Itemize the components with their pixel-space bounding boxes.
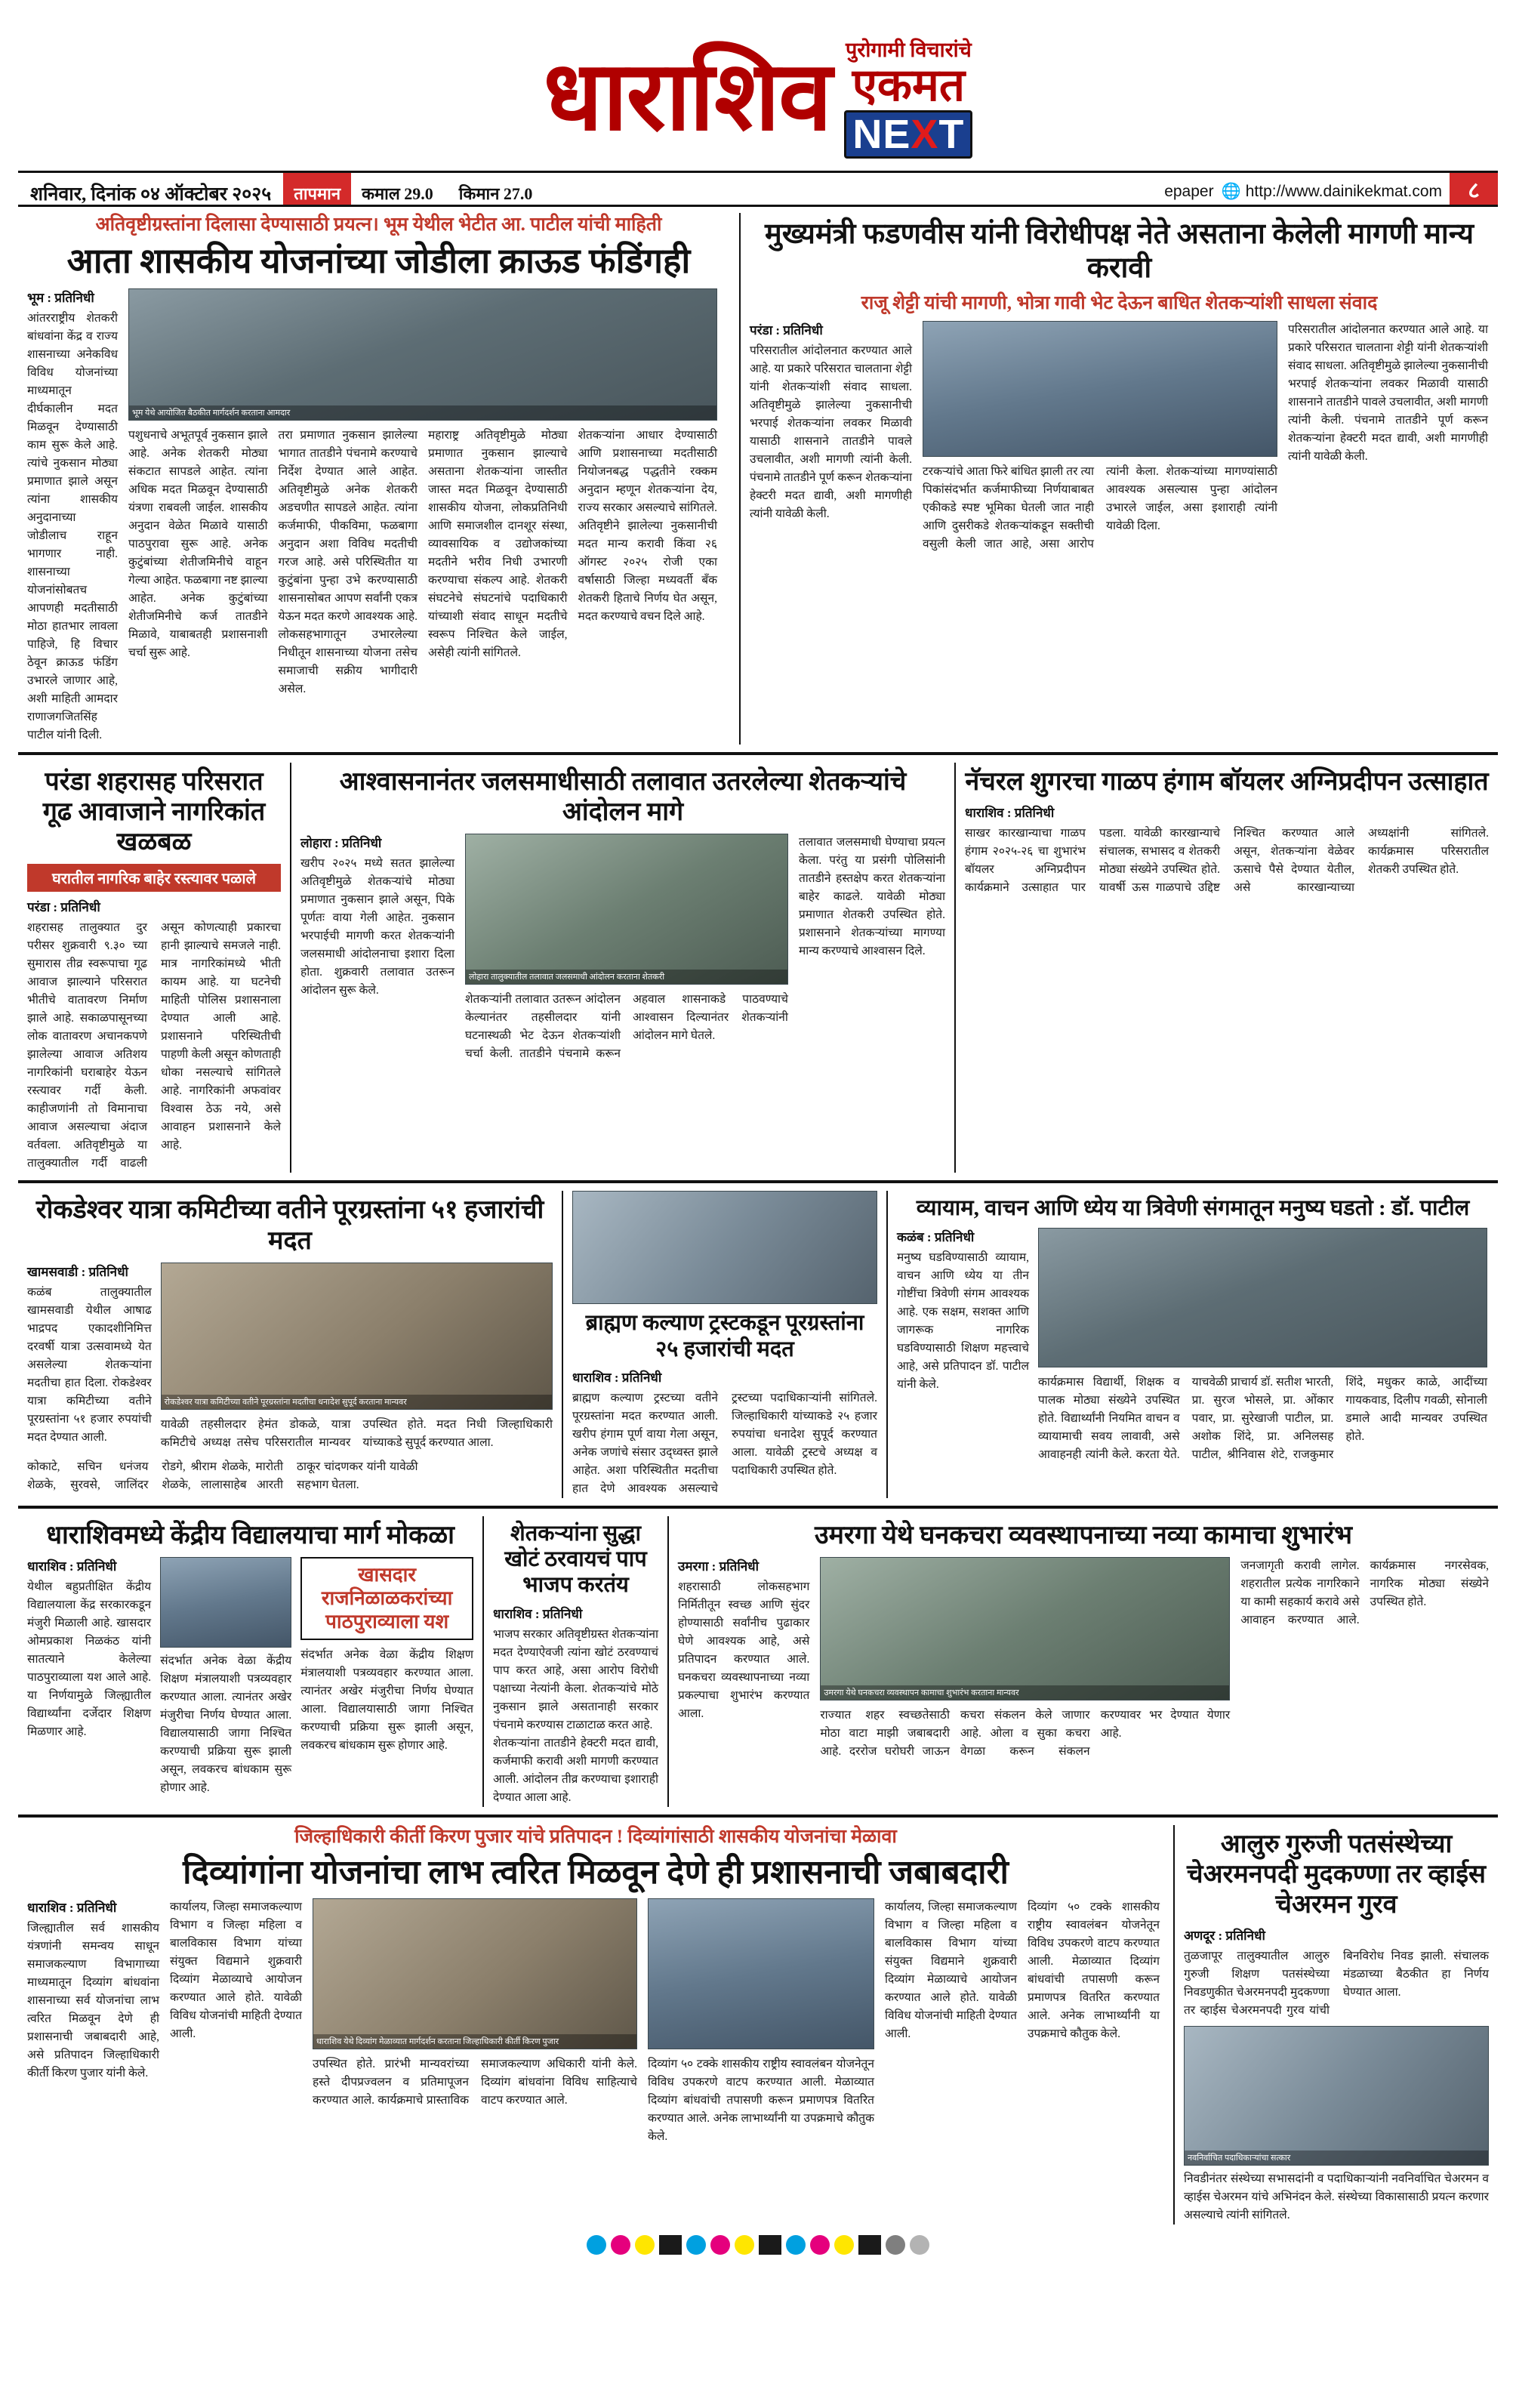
lead-story-left	[18, 213, 739, 745]
bottom-left-photo-1	[313, 1898, 637, 2049]
news9-byline: धाराशिव : प्रतिनिधी	[27, 1559, 117, 1574]
bottom-left-col2: कार्यालय, जिल्हा समाजकल्याण विभाग व जिल्हा महिला व बालविकास विभाग यांच्या संयुक्त विद्यमाने शुक्रवारी दिव्यांग मेळाव्याचे आयोजन करण्यात आले होते. यावेळी विविध योजनांची माहिती देण्यात आली.	[170, 1900, 302, 2041]
row-2	[18, 763, 1498, 1173]
news4-byline: लोहारा : प्रतिनिधी	[300, 836, 382, 851]
news9-col1: येथील बहुप्रतीक्षित केंद्रीय विद्यालयाला केंद्र सरकारकडून मंजुरी मिळाली आहे. खासदार ओमप्रकाश निळकंठ यांनी सातत्याने केलेल्या पाठपुराव्याला यश आले आहे. या निर्णयामुळे जिल्ह्यातील विद्यार्थ्यांना दर्जेदार शिक्षण मिळणार आहे.	[27, 1580, 152, 1739]
lead-right-col2: टरकऱ्यांचे आता फिरे बांधित झाली तर त्या पिकांसंदर्भात कर्जमाफीच्या निर्णयाबाबत एकीकडे स्पष्ट भूमिका घेतली जात नाही आणि दुसरीकडे शेतकऱ्यांकडून सक्तीची वसुली केली जात आहे, असा आरोप त्यांनी केला. शेतकऱ्यांच्या मागण्यांसाठी आवश्यक असल्यास पुन्हा आंदोलन उभारले जाईल, असा इशाराही त्यांनी यावेळी दिला.	[923, 464, 1277, 550]
next-logo	[844, 110, 972, 159]
date-bar	[18, 171, 1498, 207]
story-natural-sugar	[954, 763, 1498, 1173]
bottom-left-photo-caption: धाराशिव येथे दिव्यांग मेळाव्यात मार्गदर्शन करताना जिल्हाधिकारी कीर्ती किरण पुजार	[313, 2034, 636, 2049]
color-registration-mark	[886, 2235, 905, 2255]
lead-left-col2: पशुधनाचे अभूतपूर्व नुकसान झाले आहे. अनेक शेतकरी मोठ्या संकटात सापडले आहेत. त्यांना अधिक मदत मिळवून देण्यासाठी यंत्रणा राबवली जाईल. शासकीय अनुदान वेळेत मिळावे यासाठी पाठपुरावा सुरू आहे. अनेक कुटुंबांच्या शेतीजमिनीचे वाहून गेल्या आहेत. फळबागा नष्ट झाल्या आहेत. अनेक कुटुंबांच्या शेतीजमिनीचे कर्ज तातडीने मिळावे, याबाबतही प्रशासनाशी चर्चा सुरू आहे.	[128, 428, 268, 659]
news8-col2: कार्यक्रमास विद्यार्थी, शिक्षक व पालक मोठ्या संख्येने उपस्थित होते. विद्यार्थ्यांनी नियमित वाचन व व्यायामाची सवय लावावी, असे आवाहनही त्यांनी केले.	[1038, 1375, 1180, 1461]
lead-left-kicker: अतिवृष्टीग्रस्तांना दिलासा देण्यासाठी प्रयत्न। भूम येथील भेटीत आ. पाटील यांची माहिती	[95, 214, 662, 235]
news10-col2: शेतकऱ्यांना तातडीने हेक्टरी मदत द्यावी, कर्जमाफी करावी अशी मागणी करण्यात आली. आंदोलन तीव्र करण्याचा इशाराही देण्यात आला आहे.	[493, 1736, 658, 1804]
news6-names: कोकाटे, सचिन धनंजय शेळके, सुरवसे, जालिंदर रोडगे, श्रीराम शेळके, मारोती शेळके, लालासाहेब आरती ठाकूर चांदणकर यांनी यावेळी सहभाग घेतला.	[27, 1460, 418, 1491]
bottom-left-photo-2	[648, 1898, 874, 2049]
bottom-left-col6: दिव्यांग ५० टक्के शासकीय राष्ट्रीय स्वावलंबन योजनेतून विविध उपकरणे वाटप करण्यात आली. मेळाव्यात दिव्यांग बांधवांची तपासणी करून प्रमाणपत्र वितरित करण्यात आले. अनेक लाभार्थ्यांनी या उपक्रमाचे कौतुक केले.	[1028, 1900, 1160, 2041]
color-registration-mark	[611, 2235, 630, 2255]
news11-headline: उमरगा येथे घनकचरा व्यवस्थापनाच्या नव्या कामाचा शुभारंभ	[814, 1521, 1353, 1549]
color-registration-mark	[659, 2235, 682, 2255]
lead-left-headline: आता शासकीय योजनांच्या जोडीला क्राऊड फंडिंगही	[66, 242, 691, 281]
news7-col2: जिल्हाधिकारी यांच्याकडे २५ हजार रुपयांचा धनादेश सुपूर्द करण्यात आला. यावेळी ट्रस्टचे अध्यक्ष व पदाधिकारी उपस्थित होते.	[732, 1409, 877, 1477]
divider-2	[18, 1180, 1498, 1183]
temperature-values	[351, 173, 543, 205]
news6-col1: कळंब तालुक्यातील खामसवाडी येथील आषाढ भाद्रपद एकादशीनिमित्त दरवर्षी यात्रा उत्सवामध्ये येत असलेल्या शेतकऱ्यांना मदतीचा हात दिला. रोकडेश्वर यात्रा कमिटीच्या वतीने पूरग्रस्तांना ५१ हजार रुपयांची मदत देण्यात आली.	[27, 1285, 152, 1444]
color-registration-mark	[759, 2235, 781, 2255]
news11-photo-caption: उमरगा येथे घनकचरा व्यवस्थापन कामाचा शुभारंभ करताना मान्यवर	[821, 1685, 1229, 1700]
lead-left-col1: आंतरराष्ट्रीय शेतकरी बांधवांना केंद्र व राज्य शासनाच्या अनेकविध विविध योजनांच्या माध्यमातून दीर्घकालीन मदत मिळवून देण्यासाठी काम सुरू केले आहे. त्यांचे नुकसान मोठ्या प्रमाणात झाले असून त्यांना शासकीय अनुदानाच्या जोडीलाच राहून भागणार नाही. शासनाच्या योजनांसोबतच आपणही मदतीसाठी मोठा हातभार लावला पाहिजे, हि विचार ठेवून क्राऊड फंडिंग उभारले जाणार आहे, अशी माहिती आमदार राणाजगजितसिंह पाटील यांनी दिली.	[27, 311, 118, 742]
news4-photo-caption: लोहारा तालुक्यातील तलावात जलसमाधी आंदोलन करताना शेतकरी	[466, 970, 787, 984]
news6-byline: खामसवाडी : प्रतिनिधी	[27, 1264, 128, 1279]
row-4	[18, 1516, 1498, 1807]
temperature-min: किमान 27.0	[458, 184, 533, 203]
color-registration-mark	[635, 2235, 655, 2255]
bottom-right-body	[1184, 1947, 1489, 2020]
news8-byline: कळंब : प्रतिनिधी	[897, 1229, 975, 1244]
story-bjp-criticism	[482, 1516, 667, 1807]
news7-col1: ब्राह्मण कल्याण ट्रस्टच्या वतीने पूरग्रस्तांना मदत करण्यात आली. खरीप हंगाम पूर्ण वाया गेला असून, अनेक जणांचे संसार उद्ध्वस्त झाले आहेत. अशा परिस्थितीत मदतीचा हात देणे आवश्यक असल्याचे ट्रस्टच्या पदाधिकाऱ्यांनी सांगितले.	[572, 1391, 877, 1495]
bottom-left-byline: धाराशिव : प्रतिनिधी	[27, 1900, 117, 1915]
bottom-left-headline: दिव्यांगांना योजनांचा लाभ त्वरित मिळवून देणे ही प्रशासनाची जबाबदारी	[183, 1854, 1009, 1892]
story-vyayam	[886, 1191, 1498, 1498]
color-registration-mark	[710, 2235, 730, 2255]
news8-cols	[1038, 1374, 1487, 1464]
lead-left-col5: शेतकऱ्यांना आधार देण्यासाठी आणि प्रशासनाच्या मदतीसाठी नियोजनबद्ध पद्धतीने रक्कम अनुदान म्हणून शेतकऱ्यांना देय, राज्य सरकार असल्याचे सांगितले. अतिवृष्टीने झालेल्या नुकसानीची मदत मान्य करावी किंवा २६ ऑगस्ट २०२५ रोजी एका वर्षासाठी जिल्हा मध्यवर्ती बँक शेतकरी हिताचे निर्णय घेत असून, मदत करण्याचे वचन दिले आहे.	[578, 428, 717, 623]
masthead-title: धाराशिव	[543, 43, 831, 150]
globe-icon: 🌐	[1221, 183, 1241, 200]
news5-body	[965, 825, 1489, 897]
story-brahman-trust	[562, 1191, 886, 1498]
color-registration-mark	[910, 2235, 929, 2255]
news3-col2: अतिवृष्टीमुळे या तालुक्यातील गर्दी वाढली असून कोणत्याही प्रकारचा हानी झाल्याचे समजले नाही. मात्र नागरिकांमध्ये भीती कायम आहे. या घटनेची माहिती पोलिस प्रशासनाला देण्यात आली आहे. प्रशासनाने परिस्थितीची पाहणी केली असून कोणताही धोका नसल्याचे सांगितले आहे. नागरिकांनी अफवांवर विश्वास ठेऊ नये, असे आवाहन प्रशासनाने केले आहे.	[27, 921, 281, 1170]
news8-col3: करता येते. याचवेळी प्राचार्य डॉ. सतीश भारती, प्रा. सुरज भोसले, प्रा. ओंकार पवार, प्रा. सुरेखाजी पाटील, प्रा. अशोक शिंदे, प्रा. अनिलसह पाटील, श्रीनिवास शेटे, राजकुमार शिंदे, मधुकर काळे, आदींच्या गायकवाड, दिलीप गवळी, सोनाली डमाले आदी मान्यवर उपस्थित होते.	[1135, 1375, 1487, 1461]
lead-left-col4: महाराष्ट्र अतिवृष्टीमुळे मोठ्या प्रमाणात नुकसान झाल्याचे असताना शेतकऱ्यांना जास्तीत जास्त मदत मिळवून देण्यासाठी शासकीय योजना, लोकप्रतिनिधी आणि समाजशील दानशूर संस्था, व्यावसायिक व उद्योजकांच्या मदतीने भरीव निधी उभारणी करण्याचा संकल्प आहे. शेतकरी संघटनेचे संघटनांचे पदाधिकारी यांच्याशी संवाद साधून मदतीचे स्वरूप निश्चित केले जाईल, असेही त्यांनी सांगितले.	[428, 428, 568, 659]
news9-col2: संदर्भात अनेक वेळा केंद्रीय शिक्षण मंत्रालयाशी पत्रव्यवहार करण्यात आला. त्यानंतर अखेर मंजुरीचा निर्णय घेण्यात आला. विद्यालयासाठी जागा निश्चित करण्याची प्रक्रिया सुरू झाली असून, लवकरच बांधकाम सुरू होणार आहे.	[160, 1654, 292, 1795]
website-url[interactable]	[1222, 173, 1450, 205]
color-registration-mark	[810, 2235, 830, 2255]
color-registration-mark	[587, 2235, 606, 2255]
news4-photo	[465, 834, 788, 985]
news9-boxhead: खासदार राजनिळाळकरांच्या पाठपुराव्याला यश	[300, 1557, 473, 1640]
bottom-left-col3: उपस्थित होते. प्रारंभी मान्यवरांच्या हस्ते दीपप्रज्वलन व प्रतिमापूजन करण्यात आले. कार्यक्रमाचे प्रास्ताविक समाजकल्याण अधिकारी यांनी केले. दिव्यांग बांधवांना विविध साहित्याचे वाटप करण्यात आले.	[313, 2057, 637, 2107]
news8-headline: व्यायाम, वाचन आणि ध्येय या त्रिवेणी संगमातून मनुष्य घडतो : डॉ. पाटील	[916, 1196, 1470, 1221]
news7-byline: धाराशिव : प्रतिनिधी	[572, 1370, 662, 1385]
bottom-right-col1: तुळजापूर तालुक्यातील आलुरु गुरुजी शिक्षण पतसंस्थेच्या निवडणुकीत चेअरमनपदी मुदकण्णा तर व्हाईस चेअरमनपदी गुरव यांची बिनविरोध निवड झाली. संचालक मंडळाच्या बैठकीत हा निर्णय घेण्यात आला.	[1184, 1950, 1489, 2018]
lead-left-col3: तरा प्रमाणात नुकसान झालेल्या भागात तातडीने पंचनामे करण्याचे निर्देश देण्यात आले आहेत. अतिवृष्टीमुळे अनेक शेतकरी अडचणीत सापडले आहेत. त्यांना कर्जमाफी, पीकविमा, फळबागा अनुदान अशा विविध मदतीची गरज आहे. असे परिस्थितीत या कुटुंबांना पुन्हा उभे करण्यासाठी शासनासोबत आपण सर्वांनी एकत्र येऊन मदत करणे आवश्यक आहे. लोकसहभागातून उभारलेल्या निधीतून शासनाच्या योजना तसेच समाजाची सक्रीय भागीदारी असेल.	[278, 428, 418, 695]
color-registration-bar	[18, 2225, 1498, 2259]
news6-photo	[161, 1263, 553, 1410]
row-3	[18, 1191, 1498, 1498]
news11-col3: जनजागृती करावी लागेल. शहरातील प्रत्येक नागरिकाने या कामी सहकार्य करावे असे आवाहन करण्यात आले. कार्यक्रमास नगरसेवक, नागरिक मोठ्या संख्येने उपस्थित होते.	[1240, 1559, 1489, 1627]
divider-4	[18, 1814, 1498, 1818]
bottom-left-kicker: जिल्हाधिकारी कीर्ती किरण पुजार यांचे प्रतिपादन ! दिव्यांगांसाठी शासकीय योजनांचा मेळावा	[294, 1826, 897, 1847]
news6-headline: रोकडेश्वर यात्रा कमिटीच्या वतीने पूरग्रस्तांना ५१ हजारांची मदत	[35, 1196, 544, 1255]
story-aluru-guruji	[1173, 1825, 1498, 2225]
news8-photo	[1038, 1228, 1487, 1367]
top-region	[18, 213, 1498, 745]
news11-byline: उमरगा : प्रतिनिधी	[678, 1559, 760, 1574]
lead-left-photo	[128, 288, 717, 421]
lead-right-photo-1	[923, 321, 1277, 457]
color-registration-mark	[786, 2235, 806, 2255]
news5-col1: साखर कारखान्याचा गाळप हंगाम २०२५-२६ चा शुभारंभ बॉयलर अग्निप्रदीपन कार्यक्रमाने उत्साहात पार पडला. यावेळी कारखान्याचे संचालक, सभासद व शेतकरी मोठ्या संख्येने उपस्थित होते.	[965, 827, 1220, 895]
news11-col2: राज्यात शहर स्वच्छतेसाठी मोठा वाटा माझी जबाबदारी आहे. दररोज घरोघरी जाऊन कचरा संकलन केले जाणार आहे. ओला व सुका कचरा वेगळा करून संकलन करण्यावर भर देण्यात येणार आहे.	[820, 1709, 1231, 1759]
lead-right-col3: परिसरातील आंदोलनात करण्यात आले आहे. या प्रकारे परिसरात चालताना शेट्टी यांनी शेतकऱ्यांशी संवाद साधला. अतिवृष्टीमुळे झालेल्या नुकसानीची भरपाई शेतकऱ्यांना लवकर मिळावी यासाठी शासनाने तातडीने पावले उचलावीत, अशी मागणी त्यांनी केली. पंचनामे तातडीने पूर्ण करून शेतकऱ्यांना हेक्टरी मदत द्यावी, अशी मागणीही त्यांनी यावेळी केली.	[1288, 322, 1488, 464]
news3-byline: परंडा : प्रतिनिधी	[27, 900, 100, 915]
news9-headline: धाराशिवमध्ये केंद्रीय विद्यालयाचा मार्ग मोकळा	[46, 1521, 454, 1549]
bottom-right-photo-caption: नवनिर्वाचित पदाधिकाऱ्यांचा सत्कार	[1185, 2151, 1488, 2165]
story-rokadeshwar	[18, 1191, 562, 1498]
lead-left-byline: भूम : प्रतिनिधी	[27, 290, 94, 305]
news10-byline: धाराशिव : प्रतिनिधी	[493, 1606, 583, 1621]
lead-left-photo-caption: भूम येथे आयोजित बैठकीत मार्गदर्शन करताना आमदार	[129, 405, 716, 420]
bottom-right-photo	[1184, 2026, 1489, 2166]
color-registration-mark	[858, 2235, 881, 2255]
divider-3	[18, 1506, 1498, 1509]
news4-col3: तलावात जलसमाधी घेण्याचा प्रयत्न केला. परंतु या प्रसंगी पोलिसांनी तातडीने हस्तक्षेप करत शेतकऱ्यांना बाहेर काढले. यावेळी मोठ्या प्रमाणात शेतकरी उपस्थित होते. प्रशासनाने शेतकऱ्यांच्या मागण्या मान्य करण्याचे आश्वासन दिले.	[798, 836, 945, 958]
news3-headline: परंडा शहरासह परिसरात गूढ आवाजाने नागरिकांत खळबळ	[42, 767, 266, 857]
news4-col1: खरीप २०२५ मध्ये सतत झालेल्या अतिवृष्टीमुळे शेतकऱ्यांचे मोठ्या प्रमाणात नुकसान झाले असून, पिके पूर्णतः वाया गेली आहेत. नुकसान भरपाईची मागणी करत शेतकऱ्यांनी जलसमाधी आंदोलनाचा इशारा दिला होता. शुक्रवारी तलावात उतरून आंदोलन सुरू केले.	[300, 857, 455, 997]
color-registration-mark	[686, 2235, 706, 2255]
news4-headline: आश्वासनानंतर जलसमाधीसाठी तलावात उतरलेल्या शेतकऱ्यांचे आंदोलन मागे	[339, 767, 907, 826]
lead-right-col1: परिसरातील आंदोलनात करण्यात आले आहे. या प्रकारे परिसरात चालताना शेट्टी यांनी शेतकऱ्यांशी संवाद साधला. अतिवृष्टीमुळे झालेल्या नुकसानीची भरपाई शेतकऱ्यांना लवकर मिळावी यासाठी शासनाने तातडीने पावले उचलावीत, अशी मागणी त्यांनी केली. पंचनामे तातडीने पूर्ण करून शेतकऱ्यांना हेक्टरी मदत द्यावी, अशी मागणीही त्यांनी यावेळी केली.	[750, 344, 912, 521]
epaper-label: epaper	[1164, 183, 1214, 200]
temperature-label: तापमान	[283, 173, 351, 205]
bottom-right-byline: अणदूर : प्रतिनिधी	[1184, 1929, 1265, 1944]
news10-headline: शेतकऱ्यांना सुद्धा खोटं ठरवायचं पाप भाजप करतंय	[504, 1521, 647, 1598]
news7-headline: ब्राह्मण कल्याण ट्रस्टकडून पूरग्रस्तांना २५ हजारांची मदत	[585, 1311, 864, 1361]
next-logo-t: T	[938, 112, 965, 157]
bottom-region	[18, 1825, 1498, 2225]
datebar-spacer	[543, 173, 1157, 205]
news7-photo	[572, 1191, 877, 1304]
lead-story-right	[739, 213, 1498, 745]
temperature-max: कमाल 29.0	[362, 184, 433, 203]
bottom-left-col1: जिल्ह्यातील सर्व शासकीय यंत्रणांनी समन्वय साधून समाजकल्याण विभागाच्या माध्यमातून दिव्यांग बांधवांना शासनाच्या सर्व योजनांचा लाभ त्वरित मिळवून देणे ही प्रशासनाची जबाबदारी आहे, असे प्रतिपादन जिल्हाधिकारी कीर्ती किरण पुजार यांनी केले.	[27, 1921, 159, 2080]
news5-col2: यावर्षी ऊस गाळपाचे उद्दिष्ट निश्चित करण्यात आले असून, शेतकऱ्यांना वेळेवर ऊसाचे पैसे देण्यात येतील, असे कारखान्याच्या अध्यक्षांनी सांगितले. कार्यक्रमास परिसरातील शेतकरी उपस्थित होते.	[1099, 827, 1489, 895]
news5-headline: नॅचरल शुगरचा गाळप हंगाम बॉयलर अग्निप्रदीपन उत्साहात	[965, 767, 1489, 796]
bottom-right-headline: आलुरु गुरुजी पतसंस्थेच्या चेअरमनपदी मुदकण्णा तर व्हाईस चेअरमन गुरव	[1186, 1830, 1487, 1919]
news6-col2: यावेळी तहसीलदार हेमंत डोकळे, यात्रा कमिटीचे अध्यक्ष तसेच परिसरातील मान्यवर उपस्थित होते. मदत निधी जिल्हाधिकारी यांच्याकडे सुपूर्द करण्यात आला.	[160, 1417, 553, 1449]
story-kendriya-vidyalaya	[18, 1516, 482, 1807]
story-divyang-melava	[18, 1825, 1173, 2225]
news9-col3: संदर्भात अनेक वेळा केंद्रीय शिक्षण मंत्रालयाशी पत्रव्यवहार करण्यात आला. त्यानंतर अखेर मंजुरीचा निर्णय घेण्यात आला. विद्यालयासाठी जागा निश्चित करण्याची प्रक्रिया सुरू झाली असून, लवकरच बांधकाम सुरू होणार आहे.	[300, 1648, 473, 1752]
divider-1	[18, 752, 1498, 755]
page-number: ८	[1450, 173, 1498, 205]
bottom-right-col2: निवडीनंतर संस्थेच्या सभासदांनी व पदाधिकाऱ्यांनी नवनिर्वाचित चेअरमन व व्हाईस चेअरमन यांचे अभिनंदन केले. संस्थेच्या विकासासाठी प्रयत्न करणार असल्याचे त्यांनी सांगितले.	[1184, 2172, 1489, 2222]
story-umarga-waste	[667, 1516, 1498, 1807]
news3-body	[27, 919, 281, 1173]
news11-col1: शहरासाठी लोकसहभाग निर्मितीतून स्वच्छ आणि सुंदर होण्यासाठी सर्वांनीच पुढाकार घेणे आवश्यक आहे, असे प्रतिपादन करण्यात आले. घनकचरा व्यवस्थापनाच्या नव्या प्रकल्पाचा शुभारंभ करण्यात आला.	[678, 1580, 810, 1721]
news6-photo-caption: रोकडेश्वर यात्रा कमिटीच्या वतीने पूरग्रस्तांना मदतीचा धनादेश सुपूर्द करताना मान्यवर	[162, 1395, 552, 1409]
story-jalsamadhi	[290, 763, 954, 1173]
news3-redbar: घरातील नागरिक बाहेर रस्त्यावर पळाले	[27, 864, 281, 892]
color-registration-mark	[735, 2235, 754, 2255]
news4-col2: शेतकऱ्यांनी तलावात उतरून आंदोलन केल्यानंतर तहसीलदार यांनी घटनास्थळी भेट देऊन शेतकऱ्यांशी चर्चा केली. तातडीने पंचनामे करून अहवाल शासनाकडे पाठवण्याचे आश्वासन दिल्यानंतर शेतकऱ्यांनी आंदोलन मागे घेतले.	[465, 993, 788, 1061]
lead-right-kicker: राजू शेट्टी यांची मागणी, भोत्रा गावी भेट देऊन बाधित शेतकऱ्यांशी साधला संवाद	[861, 292, 1378, 313]
news9-photo	[160, 1557, 291, 1648]
masthead-ekmat: एकमत	[852, 60, 966, 110]
story-parnda-sound	[18, 763, 290, 1173]
news3-col1: शहरासह तालुक्यात दुर परीसर शुक्रवारी ९.३० च्या सुमारास तीव्र स्वरूपाचा गूढ आवाज झाल्याने परिसरात भीतीचे वातावरण निर्माण झाले आहे. सकाळपासूनच्या लोक वातावरण अचानकपणे झालेल्या आवाज अतिशय नागरिकांनी घराबाहेर येऊन रस्त्यावर गर्दी केली. काहीजणांनी तो विमानाचा आवाज असल्याचा अंदाज वर्तवला.	[27, 921, 147, 1152]
news8-col1: मनुष्य घडविण्यासाठी व्यायाम, वाचन आणि ध्येय या तीन गोष्टींचा त्रिवेणी संगम आवश्यक आहे. एक सक्षम, सशक्त आणि जागरूक नागरिक घडविण्यासाठी शिक्षण महत्त्वाचे आहे, असे प्रतिपादन डॉ. पाटील यांनी केले.	[897, 1250, 1029, 1391]
next-logo-x: X	[911, 112, 939, 157]
website-url-text: http://www.dainikekmat.com	[1245, 183, 1442, 200]
color-registration-mark	[834, 2235, 854, 2255]
publication-date: शनिवार, दिनांक ०४ ऑक्टोबर २०२५	[30, 184, 272, 205]
news5-byline: धाराशिव : प्रतिनिधी	[965, 806, 1055, 820]
next-logo-ne: NE	[852, 112, 911, 157]
news11-photo	[820, 1557, 1230, 1700]
lead-right-headline: मुख्यमंत्री फडणवीस यांनी विरोधीपक्ष नेते असताना केलेली मागणी मान्य करावी	[764, 218, 1474, 284]
news10-col1: भाजप सरकार अतिवृष्टीग्रस्त शेतकऱ्यांना मदत देण्याऐवजी त्यांना खोटं ठरवण्याचं पाप करत आहे, असा आरोप विरोधी पक्षाच्या नेत्यांनी केला. शेतकऱ्यांचे मोठे नुकसान झाले असतानाही सरकार पंचनामे करण्यास टाळाटाळ करत आहे.	[493, 1627, 658, 1731]
bottom-left-col5: कार्यालय, जिल्हा समाजकल्याण विभाग व जिल्हा महिला व बालविकास विभाग यांच्या संयुक्त विद्यमाने शुक्रवारी दिव्यांग मेळाव्याचे आयोजन करण्यात आले होते. यावेळी विविध योजनांची माहिती देण्यात आली.	[885, 1900, 1017, 2041]
masthead	[18, 0, 1498, 166]
masthead-tagline: पुरोगामी विचारांचे	[845, 39, 972, 61]
masthead-brand	[844, 35, 972, 159]
news7-body	[572, 1389, 877, 1498]
bottom-left-col4: दिव्यांग ५० टक्के शासकीय राष्ट्रीय स्वावलंबन योजनेतून विविध उपकरणे वाटप करण्यात आली. मेळाव्यात दिव्यांग बांधवांची तपासणी करून प्रमाणपत्र वितरित करण्यात आले. अनेक लाभार्थ्यांनी या उपक्रमाचे कौतुक केले.	[648, 2057, 874, 2143]
lead-right-byline: परंडा : प्रतिनिधी	[750, 322, 823, 338]
